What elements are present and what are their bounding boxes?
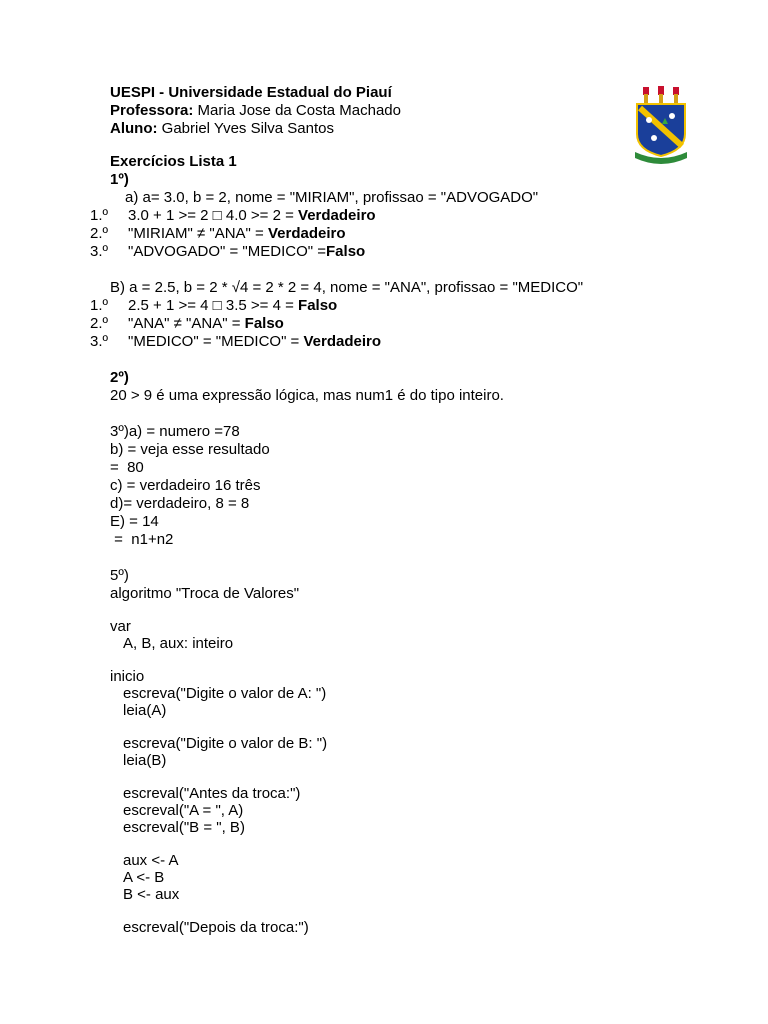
code-line: leia(B) <box>123 752 167 769</box>
list-item-number: 1.º <box>90 297 108 314</box>
list-item-number: 2.º <box>90 225 108 242</box>
institution-title: UESPI - Universidade Estadual do Piauí <box>110 84 392 101</box>
code-line: leia(A) <box>123 702 167 719</box>
q3-line: b) = veja esse resultado <box>110 441 270 458</box>
list-title: Exercícios Lista 1 <box>110 153 237 170</box>
list-item: "ANA" ≠ "ANA" = Falso <box>128 315 284 332</box>
code-line: escreval("B = ", B) <box>123 819 245 836</box>
q2-answer: 20 > 9 é uma expressão lógica, mas num1 é do tipo inteiro. <box>110 387 504 404</box>
q2-title: 2º) <box>110 369 129 386</box>
q1-b-statement: B) a = 2.5, b = 2 * √4 = 2 * 2 = 4, nome = "ANA", profissao = "MEDICO" <box>110 279 584 296</box>
code-line: aux <- A <box>123 852 179 869</box>
q5-inicio-keyword: inicio <box>110 668 145 685</box>
list-item: 3.0 + 1 >= 2 □ 4.0 >= 2 = Verdadeiro <box>128 207 376 224</box>
list-item-number: 3.º <box>90 243 108 260</box>
code-line: escreva("Digite o valor de B: ") <box>123 735 328 752</box>
q1-title: 1º) <box>110 171 129 188</box>
q3-line: E) = 14 <box>110 513 159 530</box>
q3-line: = 80 <box>110 459 144 476</box>
student-line: Aluno: Gabriel Yves Silva Santos <box>110 120 334 137</box>
q3-line: = n1+n2 <box>110 531 174 548</box>
q3-line: d)= verdadeiro, 8 = 8 <box>110 495 250 512</box>
code-line: escreval("Antes da troca:") <box>123 785 301 802</box>
list-item-number: 2.º <box>90 315 108 332</box>
list-item-number: 1.º <box>90 207 108 224</box>
list-item: "MIRIAM" ≠ "ANA" = Verdadeiro <box>128 225 346 242</box>
q5-var-keyword: var <box>110 618 131 635</box>
list-item: "ADVOGADO" = "MEDICO" =Falso <box>128 243 366 260</box>
q5-title: 5º) <box>110 567 129 584</box>
list-item-number: 3.º <box>90 333 108 350</box>
uespi-crest-icon <box>632 84 690 164</box>
list-item: "MEDICO" = "MEDICO" = Verdadeiro <box>128 333 382 350</box>
code-line: escreval("Depois da troca:") <box>123 919 309 936</box>
q3-line: c) = verdadeiro 16 três <box>110 477 261 494</box>
list-item: 2.5 + 1 >= 4 □ 3.5 >= 4 = Falso <box>128 297 338 314</box>
code-line: A <- B <box>123 869 165 886</box>
code-line: B <- aux <box>123 886 180 903</box>
q5-algorithm-name: algoritmo "Troca de Valores" <box>110 585 300 602</box>
code-line: escreval("A = ", A) <box>123 802 244 819</box>
q1-a-statement: a) a= 3.0, b = 2, nome = "MIRIAM", profissao = "ADVOGADO" <box>125 189 539 206</box>
professor-line: Professora: Maria Jose da Costa Machado <box>110 102 401 119</box>
q3-line: 3º)a) = numero =78 <box>110 423 240 440</box>
q5-var-declaration: A, B, aux: inteiro <box>123 635 234 652</box>
code-line: escreva("Digite o valor de A: ") <box>123 685 327 702</box>
